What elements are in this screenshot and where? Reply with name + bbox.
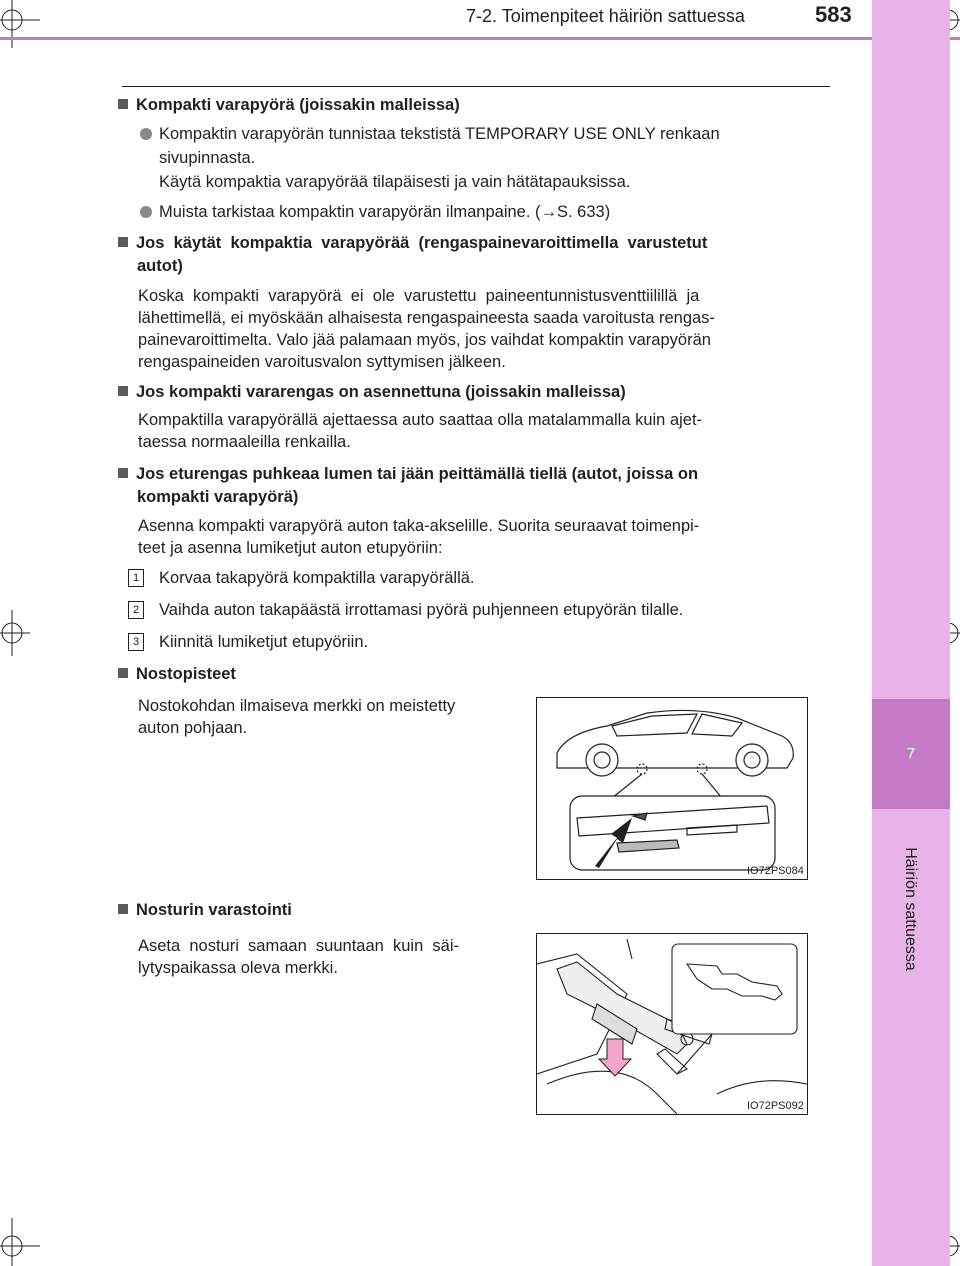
- chapter-title-vertical: [900, 820, 924, 1010]
- figure-code: IO72PS092: [747, 1100, 804, 1112]
- step-text: Vaihda auton takapäästä irrottamasi pyörä puhjenneen etupyörän tilalle.: [159, 601, 684, 619]
- body-text: Aseta nosturi samaan suuntaan kuin säi-: [138, 937, 460, 955]
- bullet-text: Kompaktin varapyörän tunnistaa tekstistä TEMPORARY USE ONLY renkaan: [159, 125, 720, 143]
- jack-point-figure: [536, 697, 808, 880]
- heading-tpms-cont: autot): [137, 257, 183, 275]
- chapter-number-box: [872, 699, 950, 809]
- dot-bullet-icon: [140, 128, 152, 140]
- body-text: lytyspaikassa oleva merkki.: [138, 959, 338, 977]
- body-text: rengaspaineiden varoitusvalon syttymisen jälkeen.: [138, 353, 506, 371]
- step-text: Korvaa takapyörä kompaktilla varapyörällä.: [159, 569, 475, 587]
- heading-compact-spare: Kompakti varapyörä (joissakin malleissa): [118, 94, 460, 116]
- jack-storage-illustration: [537, 934, 807, 1114]
- square-bullet-icon: [118, 668, 128, 678]
- content-top-rule: [122, 86, 830, 87]
- step-number: 3: [128, 633, 144, 651]
- body-text: Asenna kompakti varapyörä auton taka-akselille. Suorita seuraavat toimenpi-: [138, 517, 700, 535]
- bullet-text: Muista tarkistaa kompaktin varapyörän ilmanpaine. (→S. 633): [159, 203, 611, 221]
- dot-bullet-icon: [140, 206, 152, 218]
- heading-jack-storage: Nosturin varastointi: [118, 899, 292, 921]
- step-number: 1: [128, 569, 144, 587]
- chapter-title: Häiriön sattuessa: [902, 847, 919, 971]
- square-bullet-icon: [118, 99, 128, 109]
- heading-tpms: Jos käytät kompaktia varapyörää (rengaspainevaroittimella varustetut: [118, 232, 830, 254]
- header-rule: [0, 37, 872, 40]
- square-bullet-icon: [118, 237, 128, 247]
- body-text: Kompaktilla varapyörällä ajettaessa auto saattaa olla matalammalla kuin ajet-: [138, 411, 703, 429]
- step-number: 2: [128, 601, 144, 619]
- chapter-number: 7: [906, 745, 916, 762]
- jack-storage-figure: [536, 933, 808, 1115]
- step-text: Kiinnitä lumiketjut etupyöriin.: [159, 633, 369, 651]
- heading-snow-puncture: Jos eturengas puhkeaa lumen tai jään peittämällä tiellä (autot, joissa on: [118, 463, 698, 485]
- heading-jack-points: Nostopisteet: [118, 663, 236, 685]
- chapter-sidebar: [872, 0, 950, 1266]
- section-title: 7-2. Toimenpiteet häiriön sattuessa: [466, 6, 745, 26]
- body-text: Koska kompakti varapyörä ei ole varustettu paineentunnistusventtiilillä ja: [138, 287, 700, 305]
- body-text: taessa normaaleilla renkailla.: [138, 433, 351, 451]
- square-bullet-icon: [118, 904, 128, 914]
- body-text: teet ja asenna lumiketjut auton etupyöriin:: [138, 539, 443, 557]
- body-text: auton pohjaan.: [138, 719, 248, 737]
- square-bullet-icon: [118, 468, 128, 478]
- body-text: lähettimellä, ei myöskään alhaisesta rengaspaineesta saada varoitusta rengas-: [138, 309, 715, 327]
- header-rule-right: [950, 37, 960, 40]
- heading-snow-puncture-cont: kompakti varapyörä): [137, 488, 299, 506]
- bullet-text: Käytä kompaktia varapyörää tilapäisesti ja vain hätätapauksissa.: [159, 173, 631, 191]
- heading-compact-installed: Jos kompakti vararengas on asennettuna (joissakin malleissa): [118, 381, 626, 403]
- figure-code: IO72PS084: [747, 865, 804, 877]
- page-number: 583: [815, 2, 852, 27]
- square-bullet-icon: [118, 386, 128, 396]
- car-jack-point-illustration: [537, 698, 807, 879]
- body-text: painevaroittimelta. Valo jää palamaan myös, jos vaihdat kompaktin varapyörän: [138, 331, 711, 349]
- bullet-text: sivupinnasta.: [159, 149, 256, 167]
- body-text: Nostokohdan ilmaiseva merkki on meistetty: [138, 697, 456, 715]
